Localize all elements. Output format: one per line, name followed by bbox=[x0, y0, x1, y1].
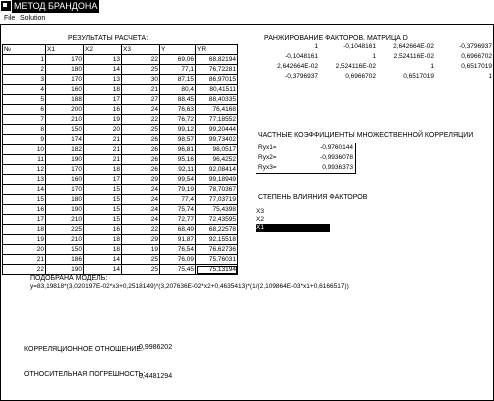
matrix-cell: 1 bbox=[430, 63, 434, 70]
table-cell[interactable]: 26 bbox=[122, 145, 160, 155]
table-row[interactable] bbox=[3, 165, 238, 175]
table-row[interactable] bbox=[3, 75, 238, 85]
table-row[interactable] bbox=[3, 105, 238, 115]
ryx2-row bbox=[256, 153, 355, 163]
table-cell[interactable]: 75,74 bbox=[160, 205, 196, 215]
table-cell[interactable]: 68,82194 bbox=[196, 55, 238, 65]
table-cell[interactable]: 88,40335 bbox=[196, 95, 238, 105]
table-cell[interactable]: 20 bbox=[3, 245, 46, 255]
table-cell[interactable]: 79,19 bbox=[160, 185, 196, 195]
table-cell[interactable]: 76,09 bbox=[160, 255, 196, 265]
table-row[interactable] bbox=[3, 195, 238, 205]
menu-solution[interactable]: Solution bbox=[20, 15, 46, 22]
table-cell[interactable]: 16 bbox=[84, 225, 122, 235]
matrix-cell: -0,3796937 bbox=[285, 73, 318, 80]
table-cell[interactable]: 75,4398 bbox=[196, 205, 238, 215]
table-cell[interactable]: 80,41511 bbox=[196, 85, 238, 95]
table-cell[interactable]: 190 bbox=[46, 205, 84, 215]
grid-header-row bbox=[3, 45, 238, 55]
table-row[interactable] bbox=[3, 55, 238, 65]
table-cell[interactable]: 72,77 bbox=[160, 215, 196, 225]
table-cell[interactable]: 77,4 bbox=[160, 195, 196, 205]
matrix-row bbox=[262, 72, 494, 82]
table-cell[interactable]: 190 bbox=[46, 155, 84, 165]
table-cell[interactable]: 25 bbox=[122, 65, 160, 75]
table-cell[interactable]: 99,73402 bbox=[196, 135, 238, 145]
matrix-cell: -0,1048161 bbox=[343, 43, 376, 50]
partial-coefficients-box bbox=[256, 143, 356, 174]
table-cell[interactable]: 76,72281 bbox=[196, 65, 238, 75]
table-cell[interactable]: 14 bbox=[84, 265, 122, 275]
grid-header-cell: Y bbox=[160, 45, 196, 55]
table-cell[interactable]: 10 bbox=[3, 145, 46, 155]
table-cell[interactable]: 2 bbox=[3, 65, 46, 75]
table-row[interactable] bbox=[3, 125, 238, 135]
table-row[interactable] bbox=[3, 85, 238, 95]
table-cell[interactable]: 25 bbox=[122, 255, 160, 265]
correlation-value: 0,9986202 bbox=[139, 344, 173, 351]
table-cell[interactable]: 21 bbox=[3, 255, 46, 265]
table-cell[interactable]: 77,03719 bbox=[196, 195, 238, 205]
matrix-row bbox=[262, 52, 494, 62]
menu-bar bbox=[0, 13, 494, 24]
table-cell[interactable]: 24 bbox=[122, 195, 160, 205]
table-cell[interactable]: 75,45 bbox=[160, 265, 196, 275]
table-cell[interactable]: 22 bbox=[122, 115, 160, 125]
table-cell[interactable]: 21 bbox=[84, 135, 122, 145]
matrix-cell: 2,524116E-02 bbox=[393, 53, 434, 60]
matrix-cell: -0,1048161 bbox=[285, 53, 318, 60]
matrix-cell: 1 bbox=[488, 73, 492, 80]
table-cell[interactable]: 22 bbox=[122, 55, 160, 65]
table-row[interactable] bbox=[3, 155, 238, 165]
table-row[interactable] bbox=[3, 185, 238, 195]
table-cell[interactable]: 19 bbox=[3, 235, 46, 245]
grid-header-cell: X1 bbox=[46, 45, 84, 55]
table-cell[interactable]: 21 bbox=[84, 155, 122, 165]
table-cell[interactable]: 150 bbox=[46, 245, 84, 255]
table-row[interactable] bbox=[3, 225, 238, 235]
table-cell[interactable]: 76,63 bbox=[160, 105, 196, 115]
table-row[interactable] bbox=[3, 115, 238, 125]
influence-list[interactable] bbox=[256, 208, 330, 232]
table-cell[interactable]: 150 bbox=[46, 125, 84, 135]
table-cell[interactable]: 26 bbox=[122, 165, 160, 175]
table-cell[interactable]: 88,45 bbox=[160, 95, 196, 105]
table-cell[interactable]: 13 bbox=[84, 75, 122, 85]
table-cell[interactable]: 14 bbox=[84, 255, 122, 265]
table-cell[interactable]: 17 bbox=[84, 95, 122, 105]
grid-header-cell: X3 bbox=[122, 45, 160, 55]
error-value: 0,4481294 bbox=[139, 373, 173, 380]
table-cell[interactable]: 68,22578 bbox=[196, 225, 238, 235]
table-cell[interactable]: 99,20444 bbox=[196, 125, 238, 135]
table-cell[interactable]: 14 bbox=[84, 65, 122, 75]
table-cell[interactable]: 69,06 bbox=[160, 55, 196, 65]
table-cell[interactable]: 91,87 bbox=[160, 235, 196, 245]
table-cell[interactable]: 75,76031 bbox=[196, 255, 238, 265]
ryx3-value: 0,9936373 bbox=[322, 164, 353, 171]
matrix-row bbox=[262, 42, 494, 52]
table-cell[interactable]: 180 bbox=[46, 65, 84, 75]
table-cell[interactable]: 98,57 bbox=[160, 135, 196, 145]
matrix-row bbox=[262, 62, 494, 72]
table-cell[interactable]: 77,18552 bbox=[196, 115, 238, 125]
title-bar bbox=[0, 0, 494, 13]
table-cell[interactable]: 12 bbox=[3, 165, 46, 175]
grid-header-cell: YR bbox=[196, 45, 238, 55]
table-cell[interactable]: 3 bbox=[3, 75, 46, 85]
table-cell[interactable]: 13 bbox=[3, 175, 46, 185]
table-cell[interactable]: 99,18949 bbox=[196, 175, 238, 185]
table-cell[interactable]: 86,97015 bbox=[196, 75, 238, 85]
table-row[interactable] bbox=[3, 215, 238, 225]
model-formula: y=83,19818*(3,020197E-02*x3+0,2518149)*(3,207636E-02*x2+0,4635413)*(1/(2,109864E-03*x1+0,6166517)) bbox=[30, 283, 349, 290]
model-title: ПОДОБРАНА МОДЕЛЬ: bbox=[30, 275, 108, 282]
table-cell[interactable]: 182 bbox=[46, 145, 84, 155]
ryx1-label: Ryx1= bbox=[258, 144, 277, 151]
ryx2-label: Ryx2= bbox=[258, 154, 277, 161]
list-item-selected[interactable]: X1 bbox=[256, 224, 330, 232]
table-cell[interactable]: 25 bbox=[122, 265, 160, 275]
table-cell[interactable]: 18 bbox=[84, 235, 122, 245]
table-row[interactable] bbox=[3, 245, 238, 255]
table-cell[interactable]: 15 bbox=[84, 195, 122, 205]
table-row[interactable] bbox=[3, 255, 238, 265]
table-cell[interactable]: 78,70367 bbox=[196, 185, 238, 195]
table-cell[interactable]: 4 bbox=[3, 85, 46, 95]
results-grid[interactable] bbox=[2, 44, 238, 275]
table-cell[interactable]: 92,08414 bbox=[196, 165, 238, 175]
matrix-cell: -0,3796937 bbox=[459, 43, 492, 50]
table-cell[interactable]: 95,16 bbox=[160, 155, 196, 165]
table-cell[interactable]: 17 bbox=[3, 215, 46, 225]
table-cell[interactable]: 7 bbox=[3, 115, 46, 125]
table-cell[interactable]: 170 bbox=[46, 185, 84, 195]
table-cell[interactable]: 24 bbox=[122, 215, 160, 225]
table-row[interactable] bbox=[3, 145, 238, 155]
influence-title: СТЕПЕНЬ ВЛИЯНИЯ ФАКТОРОВ bbox=[258, 194, 368, 201]
table-cell[interactable]: 76,72 bbox=[160, 115, 196, 125]
table-cell[interactable]: 14 bbox=[3, 185, 46, 195]
table-cell[interactable]: 25 bbox=[122, 125, 160, 135]
table-cell[interactable]: 99,12 bbox=[160, 125, 196, 135]
table-cell[interactable]: 87,15 bbox=[160, 75, 196, 85]
table-cell[interactable]: 96,4252 bbox=[196, 155, 238, 165]
table-cell[interactable]: 16 bbox=[3, 205, 46, 215]
table-row[interactable] bbox=[3, 265, 238, 275]
window-title: МЕТОД БРАНДОНА bbox=[14, 1, 98, 11]
ryx2-value: -0,9936078 bbox=[320, 154, 353, 161]
table-row[interactable] bbox=[3, 205, 238, 215]
table-row[interactable] bbox=[3, 65, 238, 75]
table-cell[interactable]: 29 bbox=[122, 235, 160, 245]
matrix-cell: 0,6966702 bbox=[461, 53, 492, 60]
table-cell[interactable]: 190 bbox=[46, 265, 84, 275]
ryx3-label: Ryx3= bbox=[258, 164, 277, 171]
results-title: РЕЗУЛЬТАТЫ РАСЧЕТА: bbox=[68, 35, 149, 42]
table-cell[interactable]: 96,81 bbox=[160, 145, 196, 155]
matrix-cell: 0,6517019 bbox=[461, 63, 492, 70]
table-cell[interactable]: 92,11 bbox=[160, 165, 196, 175]
table-cell[interactable]: 76,54 bbox=[160, 245, 196, 255]
table-cell[interactable]: 11 bbox=[3, 155, 46, 165]
table-row[interactable] bbox=[3, 175, 238, 185]
grid-header-cell: № bbox=[3, 45, 46, 55]
table-cell[interactable]: 26 bbox=[122, 155, 160, 165]
table-cell[interactable]: 99,54 bbox=[160, 175, 196, 185]
table-cell[interactable]: 77,1 bbox=[160, 65, 196, 75]
matrix-cell: 1 bbox=[314, 43, 318, 50]
ryx1-value: -0,9760144 bbox=[320, 144, 353, 151]
table-row[interactable] bbox=[3, 135, 238, 145]
table-cell[interactable]: 15 bbox=[3, 195, 46, 205]
table-cell[interactable]: 186 bbox=[46, 255, 84, 265]
table-cell[interactable]: 170 bbox=[46, 75, 84, 85]
table-cell[interactable]: 21 bbox=[84, 145, 122, 155]
table-cell[interactable]: 170 bbox=[46, 165, 84, 175]
table-cell[interactable]: 27 bbox=[122, 95, 160, 105]
table-cell[interactable]: 30 bbox=[122, 75, 160, 85]
table-cell[interactable]: 75,13194 bbox=[196, 265, 238, 275]
table-cell[interactable]: 18 bbox=[84, 165, 122, 175]
table-cell[interactable]: 180 bbox=[46, 195, 84, 205]
correlation-label: КОРРЕЛЯЦИОННОЕ ОТНОШЕНИЕ: bbox=[24, 346, 143, 353]
error-label: ОТНОСИТЕЛЬНАЯ ПОГРЕШНОСТЬ: bbox=[24, 371, 146, 378]
matrix-cell: 2,642664E-02 bbox=[393, 43, 434, 50]
table-cell[interactable]: 26 bbox=[122, 135, 160, 145]
table-cell[interactable]: 210 bbox=[46, 115, 84, 125]
table-row[interactable] bbox=[3, 235, 238, 245]
table-cell[interactable]: 29 bbox=[122, 175, 160, 185]
table-cell[interactable]: 9 bbox=[3, 135, 46, 145]
matrix-cell: 0,6517019 bbox=[403, 73, 434, 80]
table-cell[interactable]: 76,62736 bbox=[196, 245, 238, 255]
table-cell[interactable]: 24 bbox=[122, 105, 160, 115]
ryx3-row bbox=[256, 163, 355, 173]
matrix-cell: 0,6966702 bbox=[345, 73, 376, 80]
table-cell[interactable]: 6 bbox=[3, 105, 46, 115]
table-cell[interactable]: 174 bbox=[46, 135, 84, 145]
table-cell[interactable]: 72,43595 bbox=[196, 215, 238, 225]
table-cell[interactable]: 19 bbox=[84, 115, 122, 125]
table-cell[interactable]: 18 bbox=[84, 85, 122, 95]
table-cell[interactable]: 15 bbox=[84, 185, 122, 195]
menu-file[interactable]: File bbox=[4, 15, 16, 22]
table-cell[interactable]: 18 bbox=[3, 225, 46, 235]
matrix-cell: 2,524116E-02 bbox=[335, 63, 376, 70]
table-cell[interactable]: 210 bbox=[46, 215, 84, 225]
table-cell[interactable]: 15 bbox=[84, 205, 122, 215]
ryx1-row bbox=[256, 143, 355, 153]
table-cell[interactable]: 170 bbox=[46, 55, 84, 65]
table-cell[interactable]: 5 bbox=[3, 95, 46, 105]
ranking-title: РАНЖИРОВАНИЕ ФАКТОРОВ. МАТРИЦА D bbox=[264, 35, 408, 42]
table-cell[interactable]: 22 bbox=[3, 265, 46, 275]
table-row[interactable] bbox=[3, 95, 238, 105]
table-cell[interactable]: 92,15518 bbox=[196, 235, 238, 245]
table-cell[interactable]: 76,4168 bbox=[196, 105, 238, 115]
table-cell[interactable]: 15 bbox=[84, 215, 122, 225]
table-cell[interactable]: 68,49 bbox=[160, 225, 196, 235]
table-cell[interactable]: 22 bbox=[122, 225, 160, 235]
table-cell[interactable]: 188 bbox=[46, 95, 84, 105]
table-cell[interactable]: 24 bbox=[122, 205, 160, 215]
table-cell[interactable]: 21 bbox=[122, 85, 160, 95]
table-cell[interactable]: 200 bbox=[46, 105, 84, 115]
list-item[interactable]: X3 bbox=[256, 208, 264, 215]
matrix-cell: 1 bbox=[372, 53, 376, 60]
matrix-cell: 2,642664E-02 bbox=[277, 63, 318, 70]
grid-header-cell: X2 bbox=[84, 45, 122, 55]
table-cell[interactable]: 1 bbox=[3, 55, 46, 65]
table-cell[interactable]: 16 bbox=[84, 105, 122, 115]
table-cell[interactable]: 18 bbox=[84, 245, 122, 255]
table-cell[interactable]: 24 bbox=[122, 185, 160, 195]
table-cell[interactable]: 17 bbox=[84, 175, 122, 185]
table-cell[interactable]: 80,4 bbox=[160, 85, 196, 95]
table-cell[interactable]: 20 bbox=[84, 125, 122, 135]
table-cell[interactable]: 8 bbox=[3, 125, 46, 135]
matrix-d bbox=[262, 42, 494, 82]
table-cell[interactable]: 210 bbox=[46, 235, 84, 245]
table-cell[interactable]: 225 bbox=[46, 225, 84, 235]
table-cell[interactable]: 19 bbox=[122, 245, 160, 255]
partial-title: ЧАСТНЫЕ КОЭФФИЦИЕНТЫ МНОЖЕСТВЕННОЙ КОРРЕЛЯЦИИ bbox=[258, 132, 474, 139]
table-cell[interactable]: 160 bbox=[46, 85, 84, 95]
table-cell[interactable]: 98,0517 bbox=[196, 145, 238, 155]
list-item[interactable]: X2 bbox=[256, 216, 264, 223]
app-icon[interactable] bbox=[1, 1, 11, 11]
table-cell[interactable]: 13 bbox=[84, 55, 122, 65]
table-cell[interactable]: 160 bbox=[46, 175, 84, 185]
